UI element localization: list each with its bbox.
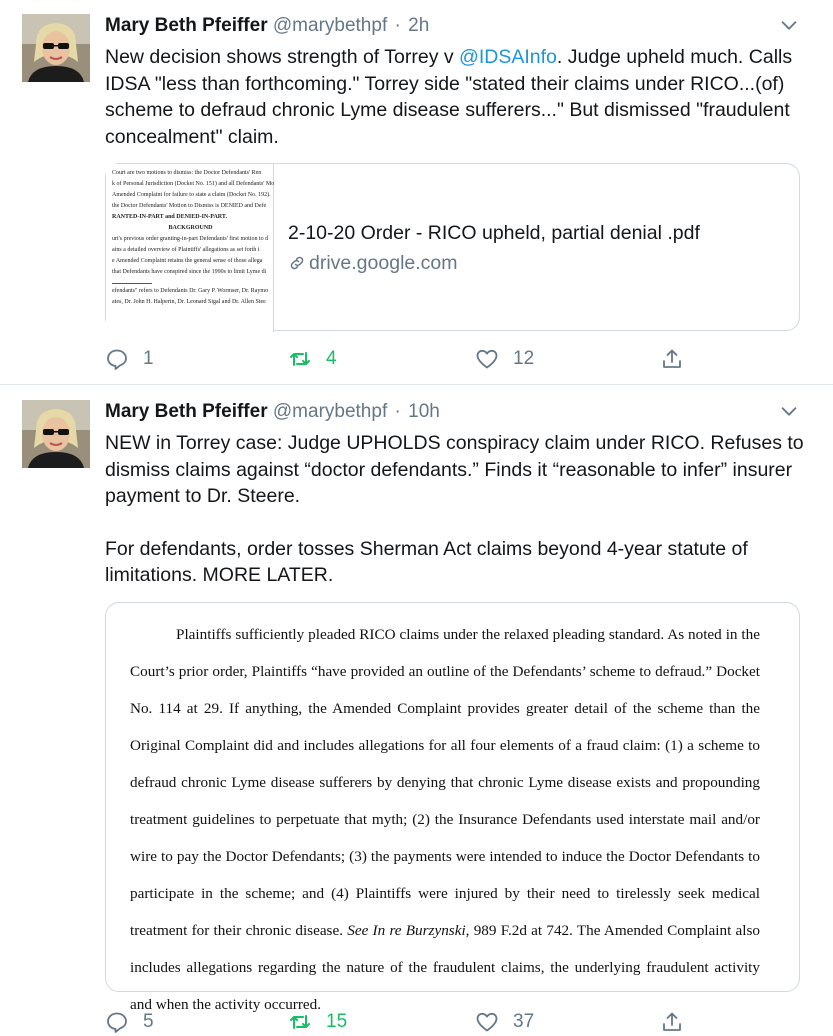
thumb-line: the Doctor Defendants' Motion to Dismiss is DENIED and Defe	[112, 203, 267, 209]
tweet-actions	[105, 345, 705, 373]
share-button[interactable]	[660, 345, 698, 373]
retweet-button[interactable]	[288, 345, 337, 373]
thumb-line: e Amended Complaint retains the general sense of those allega	[112, 258, 263, 264]
thumb-line: efendants" refers to Defendants Dr. Gary P. Wormser, Dr. Raymo	[112, 288, 269, 294]
reply-count: 5	[143, 1011, 154, 1032]
thumb-line: that Defendants have conspired since the 1990s to limit Lyme di	[112, 269, 267, 275]
thumb-heading: BACKGROUND	[168, 225, 213, 231]
separator-dot: ·	[394, 401, 401, 422]
tweet-paragraph: NEW in Torrey case: Judge UPHOLDS conspiracy claim under RICO. Refuses to dismiss claims against “doctor defendants.” Finds it “reasonable to infer” insurer payment to Dr. Steere.	[105, 432, 804, 507]
author-name[interactable]: Mary Beth Pfeiffer	[105, 401, 268, 422]
retweet-count: 15	[326, 1011, 348, 1032]
avatar[interactable]	[22, 400, 90, 468]
share-icon	[660, 1010, 684, 1034]
like-button[interactable]	[475, 1008, 534, 1036]
reply-count: 1	[143, 348, 154, 369]
card-domain[interactable]	[288, 252, 458, 275]
tweet-text-part: . Judge upheld much. Calls IDSA "less than forthcoming." Torrey side "stated their claims under RICO...(of) scheme to defraud chronic Lyme disease sufferers..." But dismissed "fraudulent concealment" claim.	[105, 46, 793, 148]
reply-button[interactable]	[105, 1008, 154, 1036]
heart-icon	[475, 1010, 499, 1034]
retweet-button[interactable]	[288, 1008, 347, 1036]
author-name[interactable]: Mary Beth Pfeiffer	[105, 15, 268, 36]
thumb-line: Court are two motions to dismiss: the Doctor Defendants' Ren	[112, 170, 262, 176]
excerpt-text: Plaintiffs sufficiently pleaded RICO claims under the relaxed pleading standard. As noted in the Court’s prior order, Plaintiffs “have provided an outline of the Defendants’ scheme to defraud.” Docket No. 114 at 29. If anything, the Amended Complaint provides greater detail of the scheme than the Original Complaint did and includes allegations for all four elements of a fraud claim: (1) a scheme to defraud chronic Lyme disease sufferers by denying that chronic Lyme disease exists and propounding treatment guidelines to perpetuate that myth; (2) the Insurance Defendants used interstate mail and/or wire to pay the Doctor Defendants; (3) the payments were intended to induce the Doctor Defendants to participate in the scheme; and (4) Plaintiffs were injured by their need to tirelessly seek medical treatment for their chronic disease.	[130, 626, 760, 939]
retweet-icon	[288, 347, 312, 371]
like-count: 37	[513, 1011, 535, 1032]
tweet-header	[105, 15, 429, 41]
tweet-paragraph: For defendants, order tosses Sherman Act claims beyond 4-year statute of limitations. MORE LATER.	[105, 537, 748, 586]
avatar-image	[22, 400, 90, 468]
separator-dot: ·	[394, 15, 401, 36]
retweet-count: 4	[326, 348, 337, 369]
thumb-line: RANTED-IN-PART and DENIED-IN-PART.	[112, 214, 227, 220]
retweet-icon	[288, 1010, 312, 1034]
reply-icon	[105, 347, 129, 371]
timestamp[interactable]: 2h	[408, 15, 430, 36]
excerpt-text: , 989 F.2d at 742. The Amended Complaint also includes allegations regarding the nature of the fraudulent claims, the underlying fraudulent activity and when the activity occurred.	[130, 922, 760, 1013]
like-count: 12	[513, 348, 535, 369]
timestamp[interactable]: 10h	[408, 401, 440, 422]
share-icon	[660, 347, 684, 371]
chevron-down-icon[interactable]	[778, 400, 800, 422]
tweet-actions	[105, 1008, 705, 1036]
avatar[interactable]	[22, 14, 90, 82]
thumb-line: Amended Complaint for failure to state a claim (Docket No. 192).	[112, 192, 271, 198]
reply-button[interactable]	[105, 345, 154, 373]
thumb-line: ains a detailed overview of Plaintiffs' allegations as set forth i	[112, 247, 260, 253]
mention-link[interactable]: @IDSAInfo	[459, 46, 557, 68]
share-button[interactable]	[660, 1008, 698, 1036]
thumb-line: urt's previous order granting-in-part Defendants' first motion to d	[112, 236, 269, 242]
card-title[interactable]: 2-10-20 Order - RICO upheld, partial denial .pdf	[288, 222, 700, 244]
chevron-down-icon[interactable]	[778, 14, 800, 36]
tweet-text-part: New decision shows strength of Torrey v	[105, 46, 460, 68]
card-domain-text: drive.google.com	[309, 252, 458, 274]
author-handle[interactable]: @marybethpf	[272, 401, 388, 422]
card-thumbnail	[106, 164, 274, 332]
link-card[interactable]	[105, 163, 800, 331]
link-icon	[288, 254, 306, 272]
document-excerpt	[130, 616, 760, 1023]
avatar-image	[22, 14, 90, 82]
thumb-line: k of Personal Jurisdiction (Docket No. 151) and all Defendants' Mo	[112, 181, 275, 187]
excerpt-citation: See In re Burzynski	[347, 922, 466, 939]
tweet-text	[105, 430, 810, 615]
reply-icon	[105, 1010, 129, 1034]
thumb-footnote-rule	[112, 283, 152, 284]
thumb-line: ates, Dr. John H. Halperin, Dr. Leonard Sigal and Dr. Allen Stee	[112, 299, 266, 305]
heart-icon	[475, 347, 499, 371]
image-attachment[interactable]	[105, 602, 800, 1013]
tweet-text	[105, 44, 810, 150]
author-handle[interactable]: @marybethpf	[272, 15, 388, 36]
like-button[interactable]	[475, 345, 534, 373]
tweet-header	[105, 401, 440, 427]
